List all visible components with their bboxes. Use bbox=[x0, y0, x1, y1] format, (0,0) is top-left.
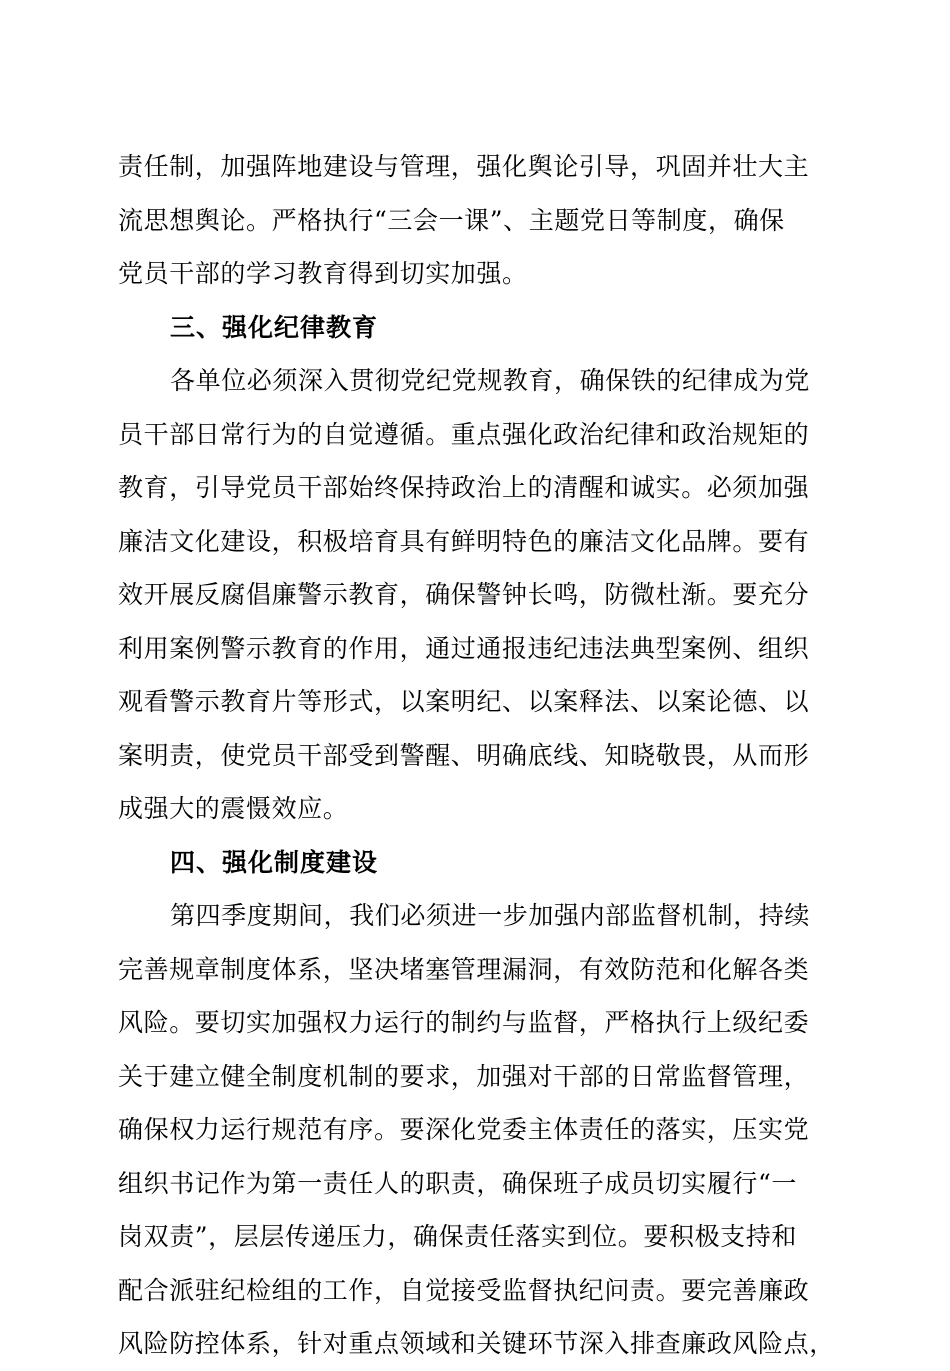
paragraph-line: 党员干部的学习教育得到切实加强。 bbox=[118, 259, 528, 288]
paragraph-line: 责任制，加强阵地建设与管理，强化舆论引导，巩固并壮大主 bbox=[118, 152, 810, 181]
paragraph-discipline-education bbox=[118, 354, 830, 836]
paragraph-line: 确保权力运行规范有序。要深化党委主体责任的落实，压实党 bbox=[118, 1115, 810, 1144]
section-heading-system: 四、强化制度建设 bbox=[170, 847, 379, 877]
paragraph-line: 成强大的震慑效应。 bbox=[118, 794, 349, 823]
paragraph-line: 观看警示教育片等形式，以案明纪、以案释法、以案论德、以 bbox=[118, 687, 810, 716]
paragraph-line: 各单位必须深入贯彻党纪党规教育，确保铁的纪律成为党 bbox=[170, 366, 811, 395]
paragraph-continued bbox=[118, 140, 830, 301]
paragraph-line: 员干部日常行为的自觉遵循。重点强化政治纪律和政治规矩的 bbox=[118, 419, 810, 449]
paragraph-line: 完善规章制度体系，坚决堵塞管理漏洞，有效防范和化解各类 bbox=[118, 954, 810, 984]
section-heading-discipline: 三、强化纪律教育 bbox=[170, 312, 379, 342]
paragraph-line: 流思想舆论。严格执行“三会一课”、主题党日等制度，确保 bbox=[118, 205, 785, 235]
paragraph-line: 岗双责”，层层传递压力，确保责任落实到位。要积极支持和 bbox=[118, 1222, 797, 1251]
paragraph-line: 风险防控体系，针对重点领域和关键环节深入排查廉政风险点， bbox=[118, 1329, 835, 1358]
paragraph-line: 关于建立健全制度机制的要求，加强对干部的日常监督管理， bbox=[118, 1061, 810, 1091]
paragraph-line: 第四季度期间，我们必须进一步加强内部监督机制，持续 bbox=[170, 901, 811, 930]
paragraph-line: 教育，引导党员干部始终保持政治上的清醒和诚实。必须加强 bbox=[118, 473, 810, 502]
document-body bbox=[118, 140, 835, 1371]
paragraph-line: 案明责，使党员干部受到警醒、明确底线、知晓敬畏，从而形 bbox=[118, 740, 810, 770]
paragraph-line: 配合派驻纪检组的工作，自觉接受监督执纪问责。要完善廉政 bbox=[118, 1275, 810, 1305]
paragraph-line: 利用案例警示教育的作用，通过通报违纪违法典型案例、组织 bbox=[118, 633, 810, 663]
paragraph-line: 风险。要切实加强权力运行的制约与监督，严格执行上级纪委 bbox=[118, 1008, 810, 1037]
paragraph-line: 廉洁文化建设，积极培育具有鲜明特色的廉洁文化品牌。要有 bbox=[118, 526, 810, 556]
paragraph-line: 组织书记作为第一责任人的职责，确保班子成员切实履行“一 bbox=[118, 1168, 797, 1198]
paragraph-line: 效开展反腐倡廉警示教育，确保警钟长鸣，防微杜渐。要充分 bbox=[118, 580, 810, 609]
paragraph-system-building bbox=[118, 889, 835, 1371]
